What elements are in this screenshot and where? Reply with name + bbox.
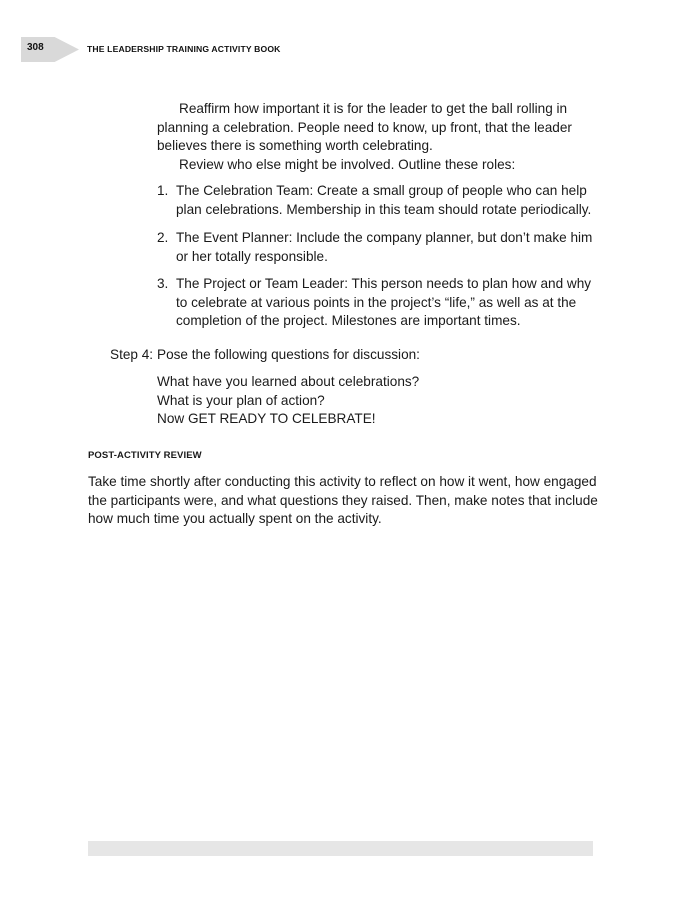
footer-bar [88, 841, 593, 856]
text-line: The Event Planner: Include the company planner, but don’t make him [176, 230, 593, 245]
role-number: 2. [157, 230, 169, 245]
question-line: What is your plan of action? [157, 392, 325, 408]
role-text [176, 182, 591, 219]
text-line: Review who else might be involved. Outline these roles: [179, 157, 516, 172]
page-header [21, 37, 621, 62]
text-line: plan celebrations. Membership in this team should rotate periodically. [176, 201, 592, 217]
text-line: completion of the project. Milestones are important times. [176, 313, 521, 329]
question-line: What have you learned about celebrations? [157, 374, 420, 389]
text-line: the participants were, and what questions they raised. Then, make notes that include [88, 492, 598, 508]
page-number: 308 [27, 42, 44, 53]
text-line: to celebrate at various points in the project’s “life,” as well as at the [176, 294, 577, 310]
role-text [176, 275, 591, 331]
text-line: The Project or Team Leader: This person needs to plan how and why [176, 276, 592, 291]
role-text [176, 229, 592, 266]
text-line: how much time you actually spent on the activity. [88, 511, 382, 527]
text-line: or her totally responsible. [176, 248, 328, 264]
discussion-questions [157, 373, 419, 429]
text-line: The Celebration Team: Create a small group of people who can help [176, 183, 587, 198]
step-text: Pose the following questions for discussion: [157, 347, 420, 362]
text-line: believes there is something worth celebrating. [157, 138, 433, 154]
running-title: THE LEADERSHIP TRAINING ACTIVITY BOOK [87, 44, 281, 54]
intro-paragraph-1 [157, 100, 572, 156]
text-line: Take time shortly after conducting this activity to reflect on how it went, how engaged [88, 474, 597, 489]
step-4 [110, 346, 420, 365]
text-line: Reaffirm how important it is for the leader to get the ball rolling in [179, 101, 568, 116]
step-label: Step 4: [110, 347, 154, 362]
question-line: Now GET READY TO CELEBRATE! [157, 411, 376, 427]
intro-paragraph-2 [157, 156, 515, 175]
post-activity-paragraph [88, 473, 598, 529]
text-line: planning a celebration. People need to know, up front, that the leader [157, 119, 572, 135]
role-number: 1. [157, 183, 169, 198]
section-heading: POST-ACTIVITY REVIEW [88, 450, 202, 461]
role-number: 3. [157, 276, 169, 291]
